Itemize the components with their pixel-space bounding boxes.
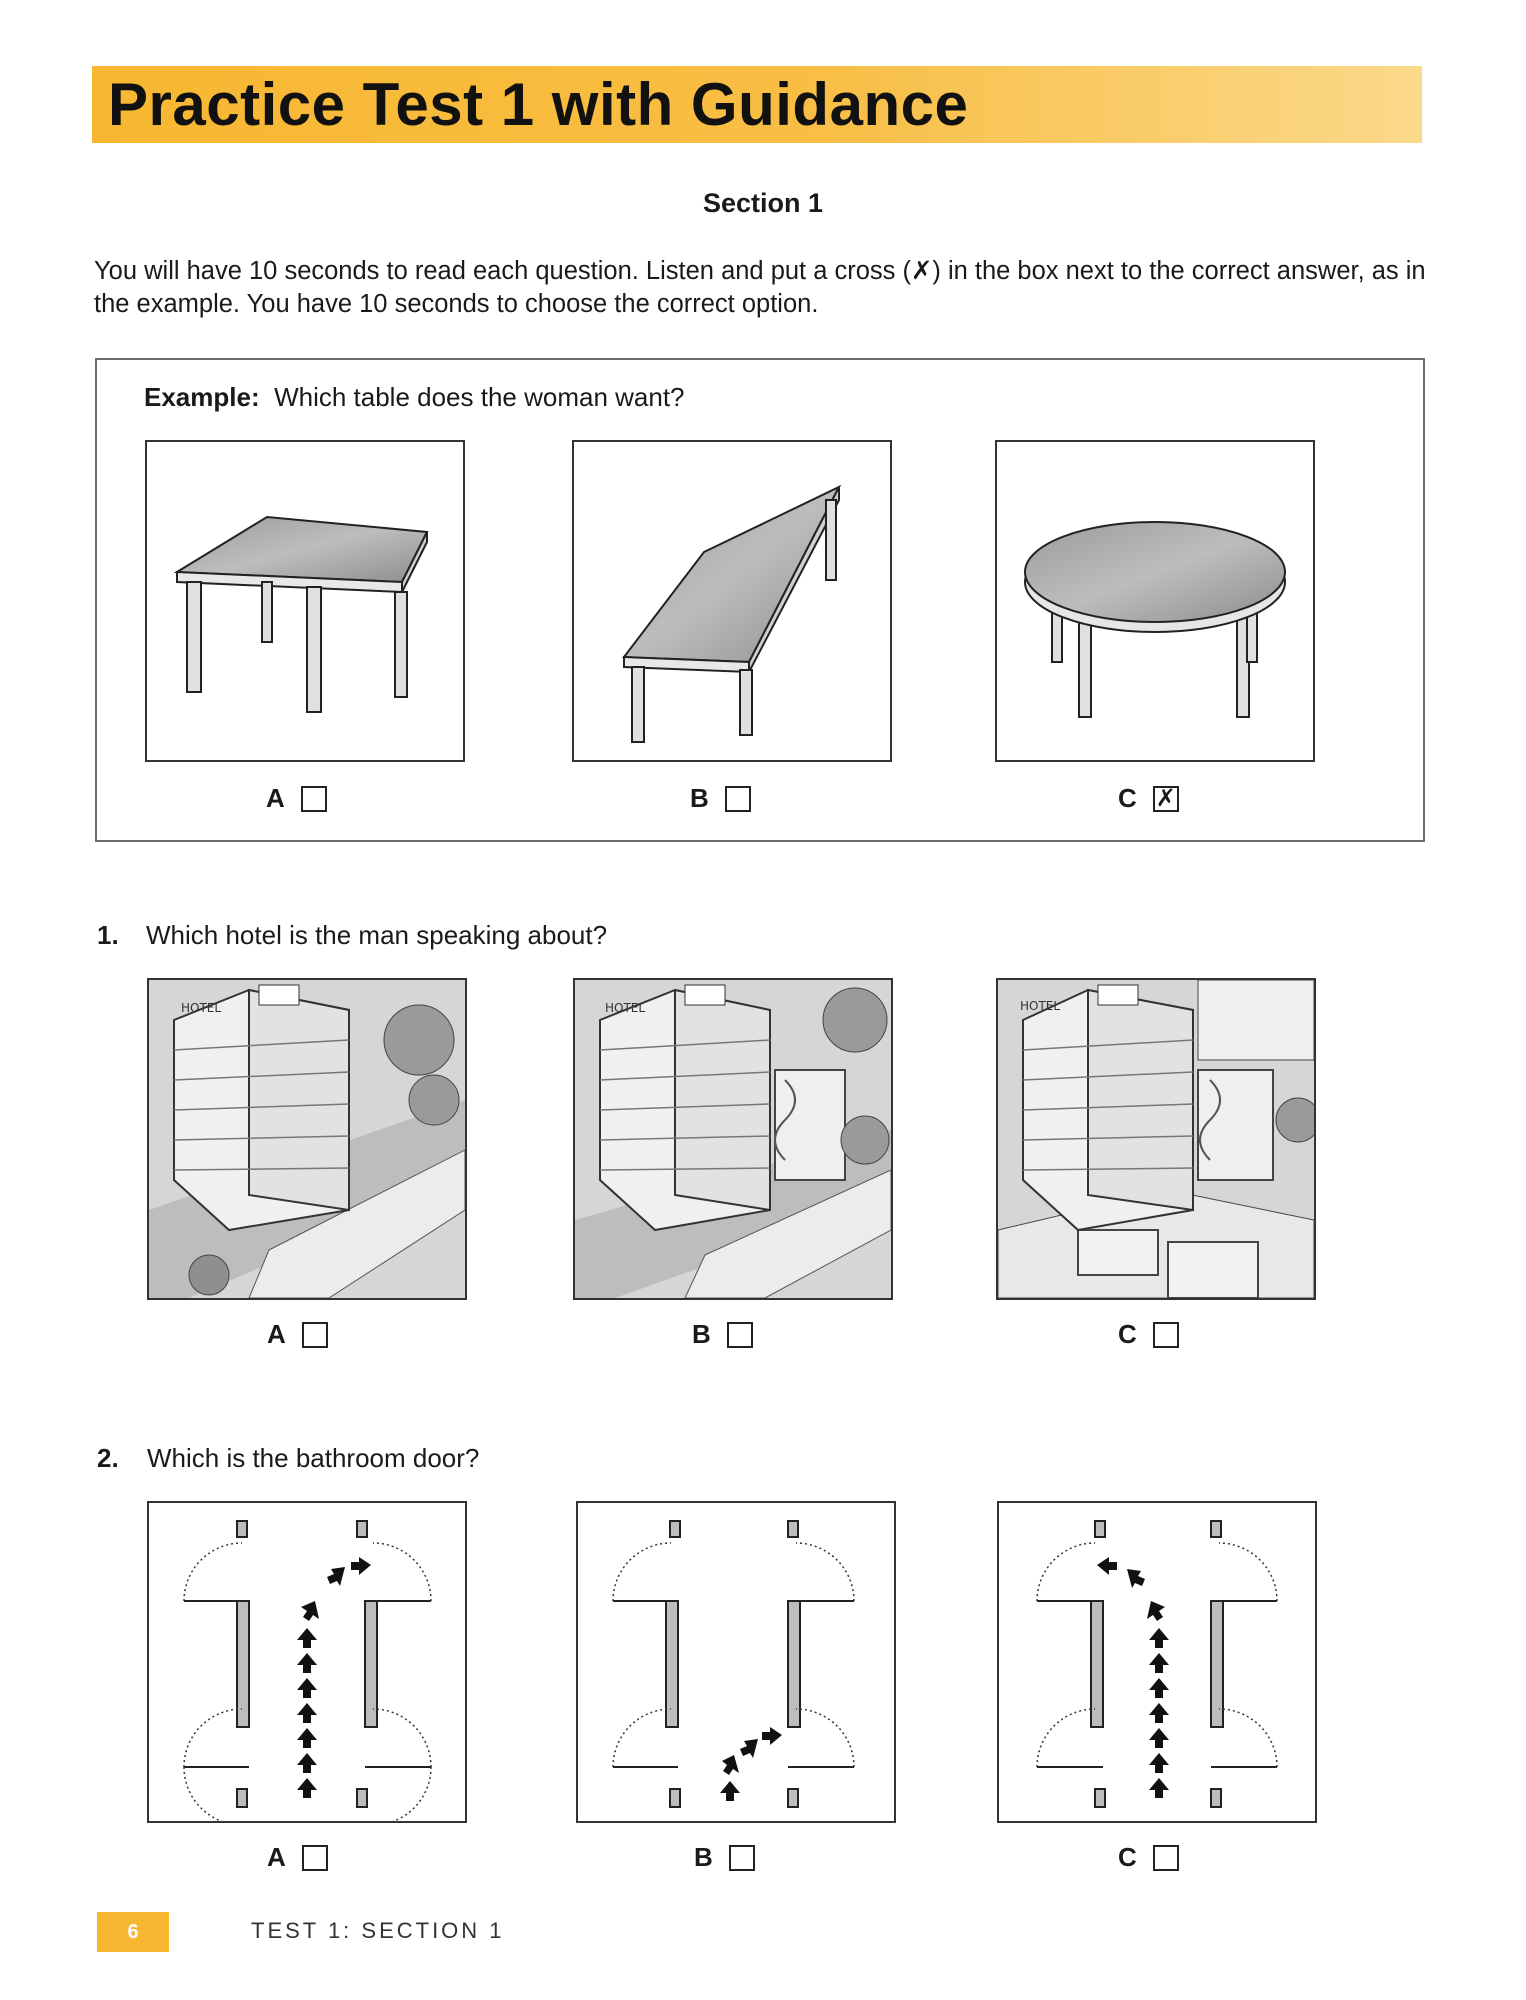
question-1-number: 1.: [97, 920, 119, 950]
answer-checkbox-b[interactable]: [729, 1845, 755, 1871]
option-letter: B: [694, 1842, 713, 1872]
question-2-option-a: [267, 1842, 328, 1873]
instructions-text: You will have 10 seconds to read each question. Listen and put a cross (✗) in the box next to the correct answer, as in the example. You have 10 seconds to choose the correct option.: [94, 257, 1426, 318]
answer-checkbox-c[interactable]: ✗: [1153, 786, 1179, 812]
section-heading: Section 1: [702, 188, 824, 218]
question-1-option-c: [1118, 1319, 1179, 1350]
option-letter: B: [692, 1319, 711, 1349]
option-letter: C: [1118, 1319, 1137, 1349]
answer-checkbox-a[interactable]: [302, 1845, 328, 1871]
picture-rectangular-table: [145, 440, 465, 762]
answer-checkbox-a[interactable]: [301, 786, 327, 812]
hotel-sign: HOTEL: [1020, 999, 1061, 1013]
question-1-text: Which hotel is the man speaking about?: [146, 920, 608, 950]
option-letter: C: [1118, 783, 1137, 813]
option-letter: A: [266, 783, 285, 813]
hotel-sign: HOTEL: [181, 1001, 222, 1015]
example-option-c: [1118, 783, 1179, 814]
question-2-number: 2.: [97, 1443, 119, 1473]
page-number: 6: [97, 1912, 169, 1952]
example-label: Example:: [144, 382, 260, 412]
option-letter: A: [267, 1319, 286, 1349]
picture-hotel-with-pool-and-buildings: [996, 978, 1316, 1300]
option-letter: C: [1118, 1842, 1137, 1872]
option-letter: B: [690, 783, 709, 813]
example-option-a: [266, 783, 327, 814]
picture-corridor-path-top-left: [997, 1501, 1317, 1823]
question-2-option-c: [1118, 1842, 1179, 1873]
answer-checkbox-b[interactable]: [727, 1322, 753, 1348]
title-banner: [92, 66, 1422, 143]
picture-hotel-with-garden: [147, 978, 467, 1300]
picture-round-table: [995, 440, 1315, 762]
option-letter: A: [267, 1842, 286, 1872]
answer-checkbox-a[interactable]: [302, 1322, 328, 1348]
picture-long-table: [572, 440, 892, 762]
picture-corridor-path-bottom-right: [576, 1501, 896, 1823]
question-1-option-a: [267, 1319, 328, 1350]
example-option-b: [690, 783, 751, 814]
answer-checkbox-b[interactable]: [725, 786, 751, 812]
hotel-sign: HOTEL: [605, 1001, 646, 1015]
example-prompt: [144, 382, 685, 413]
question-1-option-b: [692, 1319, 753, 1350]
picture-corridor-path-top-right: [147, 1501, 467, 1823]
question-2-text: Which is the bathroom door?: [147, 1443, 480, 1473]
answer-checkbox-c[interactable]: [1153, 1322, 1179, 1348]
answer-checkbox-c[interactable]: [1153, 1845, 1179, 1871]
page-title: Practice Test 1 with Guidance: [108, 71, 969, 138]
question-2-option-b: [694, 1842, 755, 1873]
picture-hotel-with-pool: [573, 978, 893, 1300]
footer-label: TEST 1: SECTION 1: [251, 1918, 505, 1943]
example-question: Which table does the woman want?: [274, 382, 685, 412]
